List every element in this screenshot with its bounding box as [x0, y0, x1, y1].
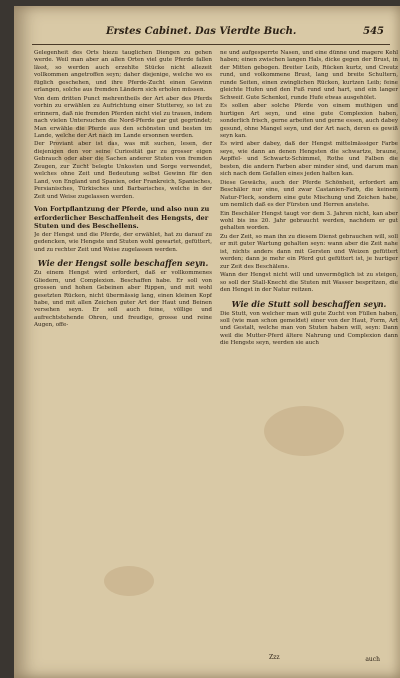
header-rule — [32, 44, 390, 45]
right-column — [220, 50, 398, 650]
left-column — [34, 50, 212, 650]
paragraph: Der Proviant aber ist das, was mit suchen, lesen, der diejenigen den vor seine Curiosität gar zu grosser eigen Gebrauch oder aber die Sachen anderer Stuten von fremden Zeugen, zur Zucht belegte Unkosten und Sorge verwendet, welches ohne Zeit und Bedeutung selbst Gewinn für den Land, von England und Spanien, oder Frankreich, Spanisches, Persianisches, Türkisches und Barbarisches, welche in der Zeit und Weise zugelassen werden. — [34, 141, 212, 200]
signature-mark: Zzz — [269, 654, 280, 661]
subheading: Wie die Stutt soll beschaffen seyn. — [231, 298, 387, 309]
paragraph: Es wird aber dabey, daß der Hengst mittelmässiger Farbe seye, wie dann an denen Hengsten die schwartze, braune, Aepffel- und Schwartz-Schimmel, Rothe und Falben die besten, die andern Farben aber minder sind, und darum man sich nach dem Gefallen eines jeden halten kan. — [220, 141, 398, 178]
paragraph: Gelegenheit des Orts hiezu tauglichen Diengen zu gehen werde. Weil man aber an allen Orten viel gute Pferde fallen lässt, so werden auch erzehlte Stücke nicht allezeit vollkommen angetroffen seyn; daher diejenige, welche wo es füglich geschehen, und ihre Pferde-Zucht einen Gewinn erlangen, solche aus fremden Ländern sich erholen müssen. — [34, 50, 212, 94]
paragraph: Zu der Zeit, so man ihn zu diesem Dienst gebrauchen will, soll er mit guter Wartung gehalten seyn: wann aber die Zeit nahe ist, nichts anders dann mit Gersten und Weizen gefüttert werden; dann je mehr ein Pferd gut gefüttert ist, je hurtiger zur Zeit des Beschälens. — [220, 233, 398, 270]
catchword: auch — [365, 656, 380, 663]
page-header — [44, 26, 392, 42]
paragraph: Diese Gewächs, auch der Pferde Schönheit, erfordert am Beschäler nur eine, und zwar Castanien-Farb, die keinem Natur-Fleck, sondern eine gute Mischung und Zeichen habe, um nemlich daß es der Fürsten und Herren anstehe. — [220, 179, 398, 209]
paragraph: Ein Beschäler Hengst taugt vor dem 3. Jahren nicht, kan aber wohl bis ins 20. Jahr gebraucht werden, nachdem er gut gehalten worden. — [220, 210, 398, 232]
paragraph: Es sollen aber solche Pferde von einem muthigen und hurtigen Art seyn, und eine gute Complexion haben, sonderlich frisch, gerne arbeiten und gerne essen, auch dabey gesund, ohne Mangel seyn, und der Art nach, deren es gewiß seyn kan. — [220, 103, 398, 139]
subheading: Wie der Hengst solle beschaffen seyn. — [37, 258, 209, 269]
paragraph: Wann der Hengst nicht will und unvermöglich ist zu steigen, so soll der Stall-Knecht die Stuten mit Wasser bespritzen, die den Hengst in der Natur reitzen. — [220, 272, 398, 294]
section-heading: Von Fortpflantzung der Pferde, und also nun zu erforderlicher Beschaffenheit des Hengsts, der Stuten und des Beschellens. — [34, 205, 210, 231]
paragraph: Die Stutt, von welcher man will gute Zucht von Füllen haben, soll (wie man schon gemeldet) einer von der Haut, Form, Art und Gestalt, welche man von Stuten haben will, seyn: Dann weil die Mutter-Pferd ältere Nahrung und Complexion dann die Hengste seyn, werden sie auch — [220, 310, 398, 347]
running-title: Erstes Cabinet. Das Vierdte Buch. — [106, 26, 297, 37]
paragraph: ne und aufgesperrte Nasen, und eine dünne und magere Kehl haben; einen zwischen langen Hals, dicke gegen der Brust, in der Mitten gebogen. Breiter Leib, Rücken kurtz, und Creutz rund, und volkommene Brust, lang und breite Schultern, runde Seiten, einen zwinglichen Rücken, kurtzen Leib; feine gleichte Hufen und den Fuß rund und hart, und ein langer Schweif. Gute Schenkel, runde Hufe etwas ausgehölet. — [220, 50, 398, 101]
page-number: 545 — [363, 26, 384, 37]
paragraph: Je der Hengst und die Pferde, der erwählet, hat zu darauf zu gedencken, wie Hengste und Stuten wohl gewartet, gefüttert, und zu rechter Zeit und Weise zugelassen werden. — [34, 231, 212, 253]
paragraph: Von dem dritten Punct mehrentheils der Art aber des Pferds vorhin zu erwählen zu Aufrichtung einer Stutterey, so ist zu erinnern, daß nie fremden Pferden nicht viel zu trauen, indem nach vielen Untersuchen die Nord-Pferde gar gut gegründet; Man erwähle die Pferde aus den schönsten und besten im Lande, welche der Art nach im Lande ersonnen werden. — [34, 95, 212, 139]
paragraph: Zu einem Hengst wird erfordert, daß er vollkommenes Gliedern, und Complexion. Beschaffen habe. Er soll von grossen und hohen Gebeinen aber Rippen, und mit wohl gesetzten Rücken, nicht übermässig lang, einen kleinen Kopf habe, und mit allen Zeichen guter Art der Haut und Beinen versehen seyn. Er soll auch feine, völlige und aufrechtstehende Ohren, und freudige, grosse und reine Augen, offe- — [34, 270, 212, 329]
book-page — [14, 6, 400, 678]
